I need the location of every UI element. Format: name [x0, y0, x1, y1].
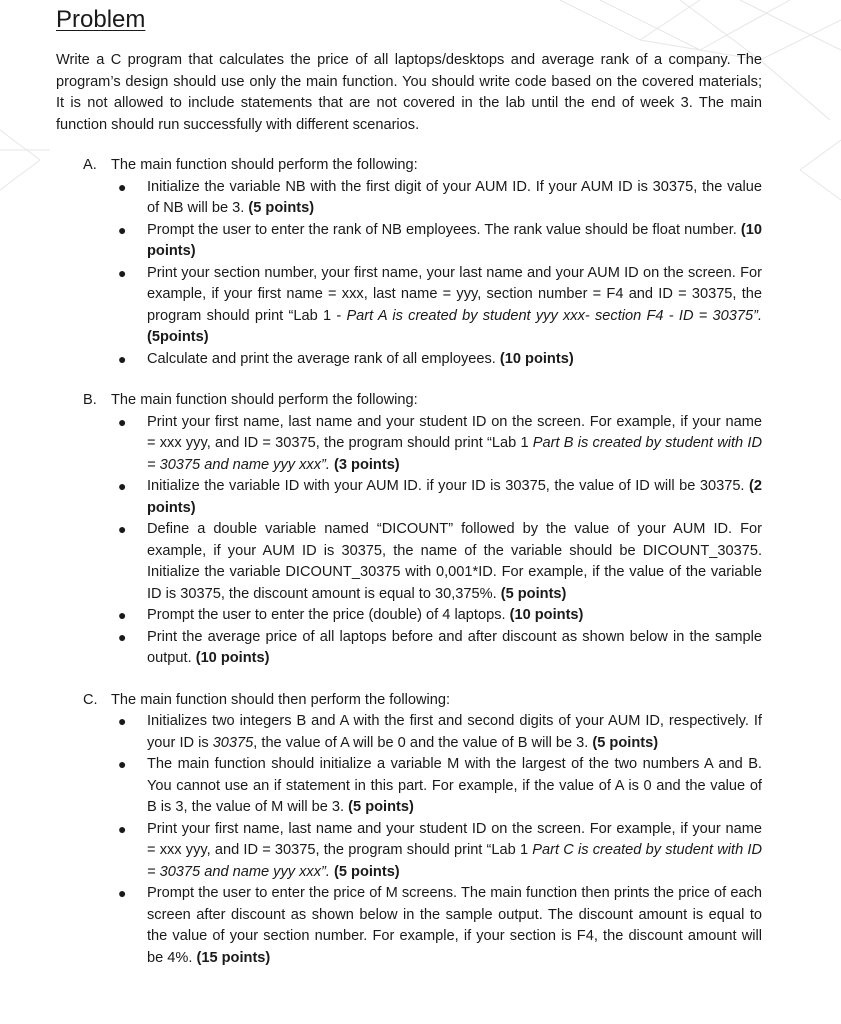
- bullet-icon: ●: [118, 885, 127, 901]
- list-item: ● Prompt the user to enter the price of M screens. The main function then prints the price of each screen after discount as shown below in the sample output. The discount amount is equal to the value of your section number. For example, if your section is F4, the discount amount will be 4%. (15 points): [118, 885, 762, 966]
- list-item: ● Initialize the variable NB with the first digit of your AUM ID. If your AUM ID is 30375, the value of NB will be 3. (5 points): [118, 178, 762, 216]
- bullet-icon: ●: [118, 413, 127, 430]
- list-item: ● Initializes two integers B and A with the first and second digits of your AUM ID, respectively. If your ID is 30375, the value of A will be 0 and the value of B will be 3. (5 points): [118, 713, 762, 751]
- section-heading: The main function should perform the following:: [111, 392, 418, 408]
- list-item: ● Print your first name, last name and your student ID on the screen. For example, if your name = xxx yyy, and ID = 30375, the program should print “Lab 1 Part B is created by student with ID = 30375 and name yyy xxx”. (3 points): [118, 413, 762, 473]
- list-item: ● Prompt the user to enter the rank of NB employees. The rank value should be float number. (10 points): [118, 221, 762, 259]
- bullet-icon: ●: [118, 478, 127, 494]
- bullet-icon: ●: [118, 521, 127, 537]
- section-heading: The main function should perform the following:: [111, 157, 418, 173]
- bullet-list: [56, 711, 762, 969]
- points-label: (10 points): [147, 221, 762, 259]
- section-c: [56, 690, 762, 970]
- list-item: ● Define a double variable named “DICOUNT” followed by the value of your AUM ID. For example, if your AUM ID is 30375, the name of the variable should be DICOUNT_30375. Initialize the variable DICOUNT_30375 with 0,001*ID. For example, if the value of the variable ID is 30375, the discount amount is equal to 30,375%. (5 points): [118, 521, 762, 602]
- list-item: ● Calculate and print the average rank of all employees. (10 points): [56, 349, 762, 371]
- bullet-icon: ●: [118, 264, 127, 281]
- bullet-icon: ●: [118, 350, 127, 367]
- page-title: Problem: [56, 6, 146, 33]
- points-label: (5points): [147, 329, 209, 345]
- points-label: (5 points): [348, 799, 414, 815]
- document-page: [56, 4, 762, 969]
- list-item: ● The main function should initialize a variable M with the largest of the two numbers A and B. You cannot use an if statement in this part. For example, if the value of A is 0 and the value of B is 3, the value of M will be 3. (5 points): [118, 756, 762, 815]
- list-item: ● Print your section number, your first name, your last name and your AUM ID on the screen. For example, if your first name = xxx, last name = yyy, section number = F4 and ID = 30375, the program should print “Lab 1 - Part A is created by student yyy xxx- section F4 - ID = 30375”. (5points): [118, 264, 763, 345]
- section-letter: C.: [83, 691, 98, 708]
- points-label: (10 points): [509, 607, 584, 623]
- points-label: (10 points): [195, 650, 270, 666]
- section-letter: A.: [83, 157, 97, 173]
- bullet-list: [56, 177, 762, 371]
- bullet-icon: ●: [118, 820, 127, 837]
- section-heading: The main function should then perform the following:: [111, 691, 451, 708]
- bullet-icon: ●: [118, 628, 127, 645]
- section-b: [56, 390, 762, 670]
- list-item: ● Initialize the variable ID with your AUM ID. if your ID is 30375, the value of ID will be 30375. (2 points): [118, 478, 762, 516]
- points-label: (5 points): [500, 585, 567, 602]
- intro-paragraph: Write a C program that calculates the price of all laptops/desktops and average rank of a company. The program’s design should use only the main function. You should write code based on the covered materials; It is not allowed to include statements that are not covered in the lab until the end of week 3. The main function should run successfully with different scenarios.: [56, 52, 762, 133]
- points-label: (5 points): [248, 200, 315, 216]
- bullet-list: [56, 412, 762, 670]
- bullet-icon: ●: [118, 221, 127, 238]
- bullet-icon: ●: [118, 756, 127, 772]
- points-label: (5 points): [334, 863, 400, 880]
- points-label: (3 points): [334, 456, 400, 473]
- list-item: ● Print your first name, last name and your student ID on the screen. For example, if your name = xxx yyy, and ID = 30375, the program should print “Lab 1 Part C is created by student with ID = 30375 and name yyy xxx”. (5 points): [118, 820, 763, 880]
- points-label: (5 points): [592, 734, 659, 751]
- section-a: [56, 155, 762, 370]
- bullet-icon: ●: [118, 607, 127, 623]
- points-label: (15 points): [196, 949, 271, 966]
- list-item: ● Print the average price of all laptops before and after discount as shown below in the sample output. (10 points): [118, 628, 762, 666]
- list-item: ● Prompt the user to enter the price (double) of 4 laptops. (10 points): [56, 605, 762, 627]
- bullet-icon: ●: [118, 178, 127, 195]
- points-label: (2 points): [147, 478, 762, 516]
- section-letter: B.: [83, 392, 97, 408]
- points-label: (10 points): [499, 350, 574, 367]
- bullet-icon: ●: [118, 713, 127, 729]
